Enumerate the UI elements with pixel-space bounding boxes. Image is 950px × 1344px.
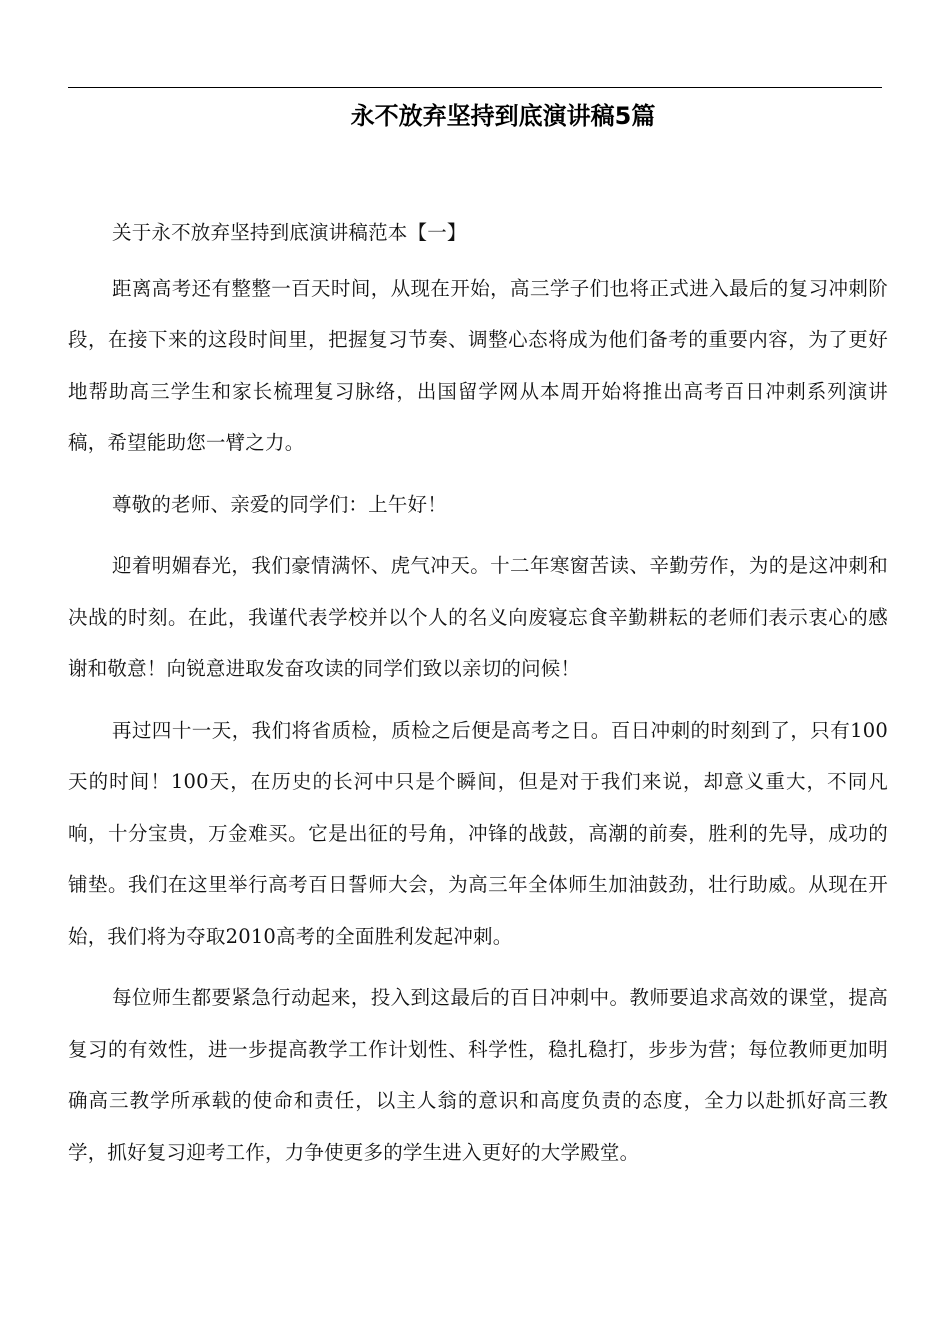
paragraph: 距离高考还有整整一百天时间，从现在开始，高三学子们也将正式进入最后的复习冲刺阶段，在接下来的这段时间里，把握复习节奏、调整心态将成为他们备考的重要内容，为了更好地帮助高三学生和家长梳理复习脉络，出国留学网从本周开始将推出高考百日冲刺系列演讲稿，希望能助您一臂之力。 — [68, 276, 888, 454]
paragraph: 迎着明媚春光，我们豪情满怀、虎气冲天。十二年寒窗苦读、辛勤劳作，为的是这冲刺和决战的时刻。在此，我谨代表学校并以个人的名义向废寝忘食辛勤耕耘的老师们表示衷心的感谢和敬意！向锐意进取发奋攻读的同学们致以亲切的问候！ — [68, 554, 888, 680]
salutation: 尊敬的老师、亲爱的同学们：上午好！ — [112, 492, 447, 516]
paragraph: 每位师生都要紧急行动起来，投入到这最后的百日冲刺中。教师要追求高效的课堂，提高复习的有效性，进一步提高教学工作计划性、科学性，稳扎稳打，步步为营；每位教师更加明确高三教学所承载的使命和责任，以主人翁的意识和高度负责的态度，全力以赴抓好高三教学，抓好复习迎考工作，力争使更多的学生进入更好的大学殿堂。 — [68, 986, 888, 1164]
header-rule — [68, 87, 882, 88]
document-title: 永不放弃坚持到底演讲稿5篇 — [350, 102, 656, 130]
section-heading: 关于永不放弃坚持到底演讲稿范本【一】 — [112, 221, 467, 244]
document-body — [68, 207, 888, 1188]
paragraph: 再过四十一天，我们将省质检，质检之后便是高考之日。百日冲刺的时刻到了，只有100天的时间！100天，在历史的长河中只是个瞬间，但是对于我们来说，却意义重大，不同凡响，十分宝贵，万金难买。它是出征的号角，冲锋的战鼓，高潮的前奏，胜利的先导，成功的铺垫。我们在这里举行高考百日誓师大会，为高三年全体师生加油鼓劲，壮行助威。从现在开始，我们将为夺取2010高考的全面胜利发起冲刺。 — [68, 718, 888, 948]
